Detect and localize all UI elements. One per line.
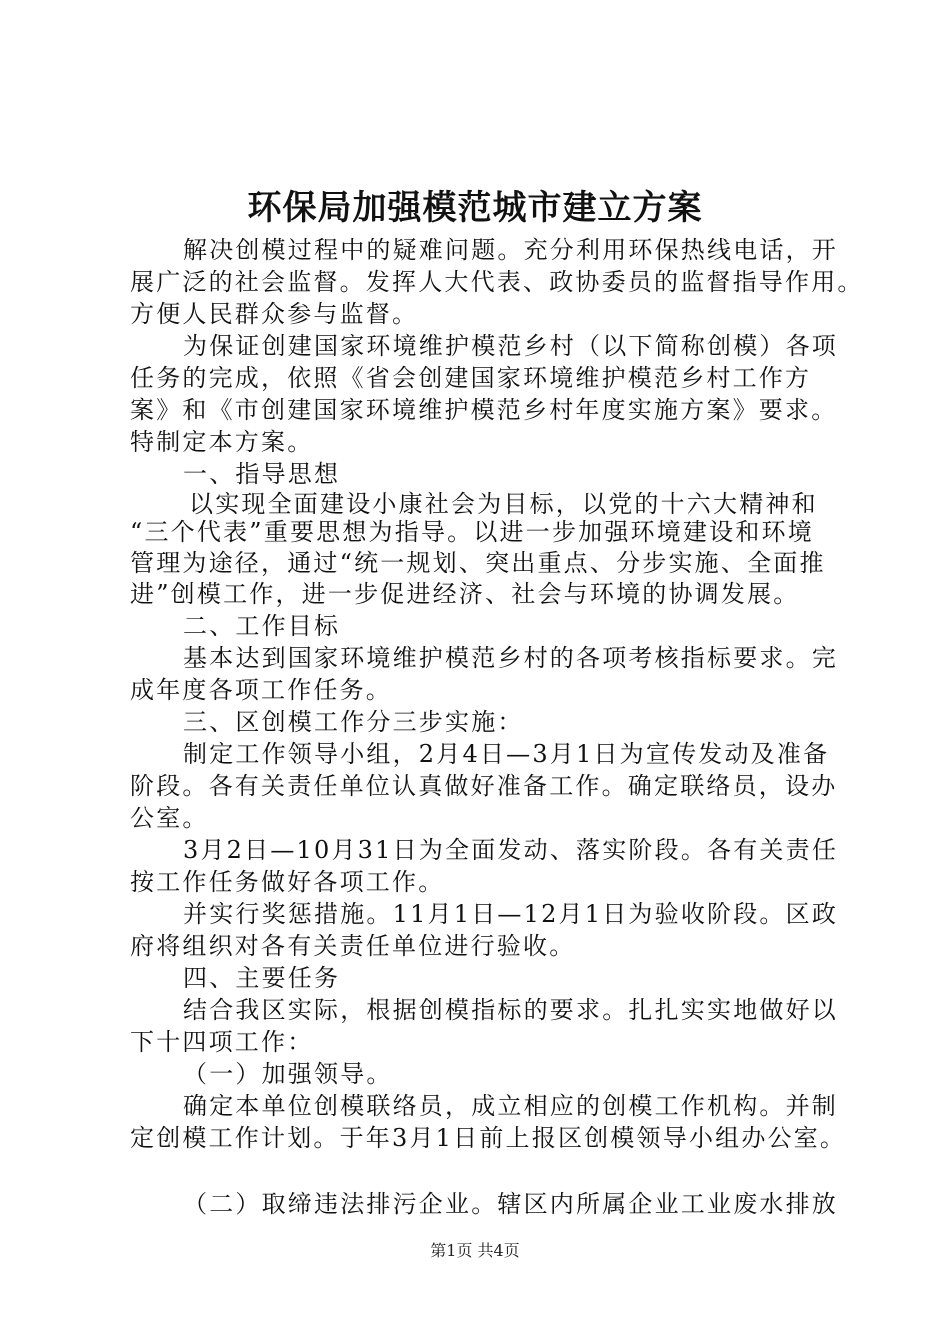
text-line: 任务的完成，依照《省会创建国家环境维护模范乡村工作方: [130, 364, 812, 392]
text-line: 定创模工作计划。于年3月1日前上报区创模领导小组办公室。: [130, 1124, 847, 1152]
subsection-heading: （一）加强领导。: [183, 1060, 393, 1088]
text-line: 基本达到国家环境维护模范乡村的各项考核指标要求。完: [183, 644, 838, 672]
document-title: 环保局加强模范城市建立方案: [247, 188, 703, 228]
text-line: 按工作任务做好各项工作。: [130, 868, 445, 896]
text-line: 案》和《市创建国家环境维护模范乡村年度实施方案》要求。: [130, 396, 838, 424]
text-line: 下十四项工作：: [130, 1028, 314, 1056]
text-line: 成年度各项工作任务。: [130, 676, 392, 704]
text-line: 进”创模工作，进一步促进经济、社会与环境的协调发展。: [130, 580, 800, 608]
text-line: 阶段。各有关责任单位认真做好准备工作。确定联络员，设办: [130, 772, 838, 800]
text-line: 公室。: [130, 804, 209, 832]
text-line: 以实现全面建设小康社会为目标，以党的十六大精神和: [189, 490, 818, 518]
section-heading: 三、区创模工作分三步实施：: [183, 708, 524, 736]
section-heading: 一、指导思想: [183, 460, 341, 488]
page-number: 第1页 共4页: [430, 1241, 520, 1260]
section-heading: 四、主要任务: [183, 964, 341, 992]
section-heading: 二、工作目标: [183, 612, 341, 640]
text-line: 展广泛的社会监督。发挥人大代表、政协委员的监督指导作用。: [130, 268, 864, 296]
text-line: 方便人民群众参与监督。: [130, 300, 419, 328]
subsection-heading: （二）取缔违法排污企业。辖区内所属企业工业废水排放: [183, 1190, 838, 1218]
text-line: 府将组织对各有关责任单位进行验收。: [130, 932, 576, 960]
text-line: 解决创模过程中的疑难问题。充分利用环保热线电话，开: [183, 236, 838, 264]
text-line: 管理为途径，通过“统一规划、突出重点、分步实施、全面推: [130, 549, 826, 577]
text-line: “三个代表”重要思想为指导。以进一步加强环境建设和环境: [130, 518, 814, 546]
text-line: 特制定本方案。: [130, 428, 314, 456]
text-line: 并实行奖惩措施。11月1日—12月1日为验收阶段。区政: [183, 900, 839, 928]
text-line: 3月2日—10月31日为全面发动、落实阶段。各有关责任: [183, 836, 839, 864]
text-line: 制定工作领导小组，2月4日—3月1日为宣传发动及准备: [183, 740, 830, 768]
text-line: 确定本单位创模联络员，成立相应的创模工作机构。并制: [183, 1092, 838, 1120]
text-line: 为保证创建国家环境维护模范乡村（以下简称创模）各项: [183, 332, 838, 360]
text-line: 结合我区实际，根据创模指标的要求。扎扎实实地做好以: [183, 996, 838, 1024]
